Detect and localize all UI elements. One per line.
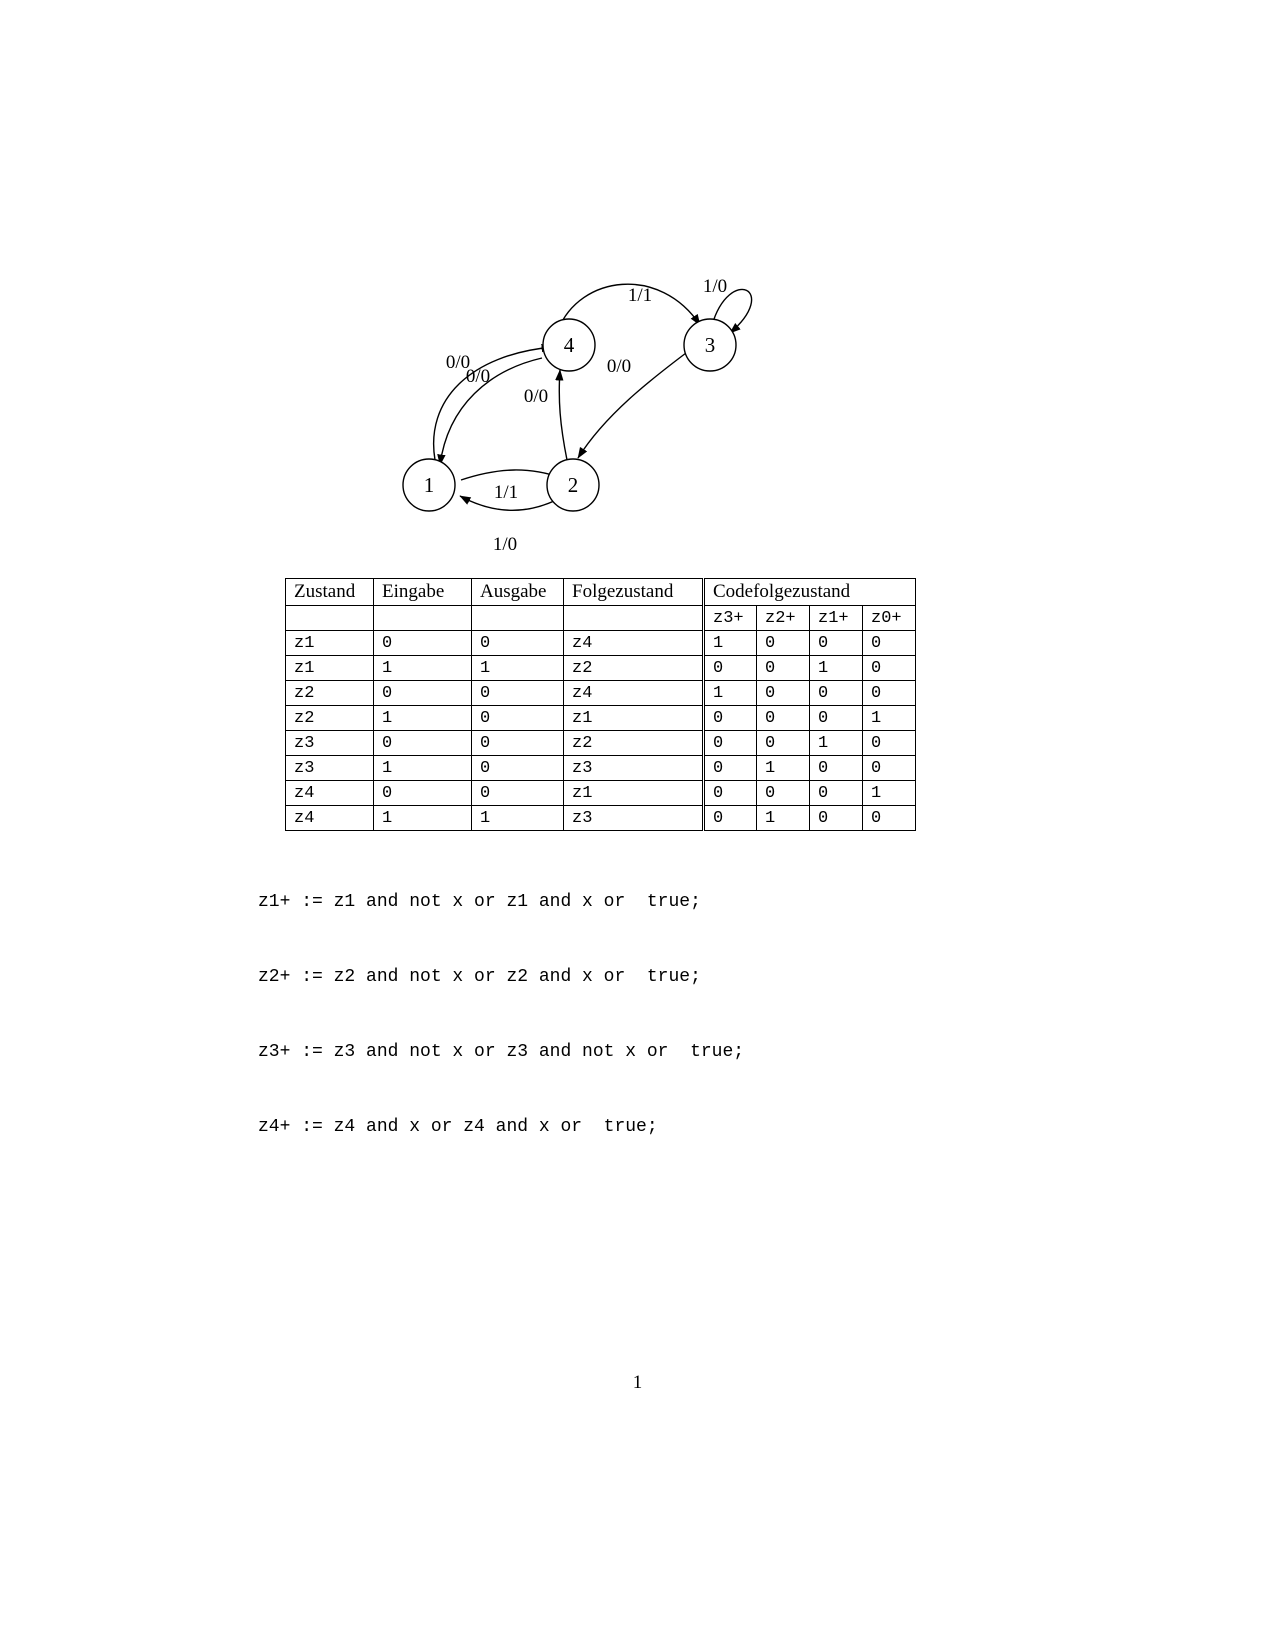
table-row — [286, 781, 916, 806]
node-label-3: 3 — [704, 333, 716, 357]
header-folgezustand: Folgezustand — [564, 579, 704, 606]
cell-z3plus: 0 — [704, 731, 757, 756]
cell-eingabe: 0 — [374, 631, 472, 656]
table-row — [286, 656, 916, 681]
edge-label-2-to-1: 1/0 — [492, 534, 518, 555]
cell-z1plus: 0 — [810, 756, 863, 781]
cell-eingabe: 0 — [374, 781, 472, 806]
cell-z3plus: 0 — [704, 806, 757, 831]
subheader-blank-1 — [286, 606, 374, 631]
edge-label-4-to-3: 1/1 — [627, 285, 653, 306]
cell-z2plus: 0 — [757, 656, 810, 681]
edge-label-4-to-1: 0/0 — [465, 366, 491, 387]
cell-z0plus: 0 — [863, 631, 916, 656]
cell-z2plus: 0 — [757, 731, 810, 756]
header-codefolgezustand: Codefolgezustand — [704, 579, 916, 606]
cell-zustand: z3 — [286, 756, 374, 781]
header-zustand: Zustand — [286, 579, 374, 606]
edge-label-4-to-2: 0/0 — [606, 356, 632, 377]
cell-z3plus: 0 — [704, 656, 757, 681]
table-row — [286, 806, 916, 831]
node-label-1: 1 — [423, 473, 435, 497]
cell-z0plus: 1 — [863, 706, 916, 731]
cell-z3plus: 0 — [704, 781, 757, 806]
cell-eingabe: 0 — [374, 681, 472, 706]
cell-ausgabe: 0 — [472, 781, 564, 806]
cell-ausgabe: 1 — [472, 806, 564, 831]
edge-1-to-2 — [461, 470, 562, 480]
subheader-z3plus: z3+ — [704, 606, 757, 631]
cell-eingabe: 1 — [374, 756, 472, 781]
cell-zustand: z3 — [286, 731, 374, 756]
cell-z2plus: 0 — [757, 781, 810, 806]
cell-folgezustand: z2 — [564, 731, 704, 756]
cell-folgezustand: z4 — [564, 681, 704, 706]
cell-zustand: z1 — [286, 656, 374, 681]
state-transition-diagram — [330, 230, 850, 560]
cell-z2plus: 0 — [757, 681, 810, 706]
cell-zustand: z4 — [286, 806, 374, 831]
cell-z2plus: 0 — [757, 631, 810, 656]
cell-z2plus: 1 — [757, 806, 810, 831]
edge-label-2-to-4: 0/0 — [523, 386, 549, 407]
cell-folgezustand: z1 — [564, 781, 704, 806]
cell-z3plus: 0 — [704, 706, 757, 731]
cell-folgezustand: z2 — [564, 656, 704, 681]
node-label-2: 2 — [567, 473, 579, 497]
cell-eingabe: 1 — [374, 706, 472, 731]
cell-ausgabe: 0 — [472, 631, 564, 656]
header-eingabe: Eingabe — [374, 579, 472, 606]
subheader-blank-4 — [564, 606, 704, 631]
edge-4-to-1 — [440, 358, 542, 465]
cell-ausgabe: 0 — [472, 681, 564, 706]
cell-z0plus: 0 — [863, 681, 916, 706]
equation-z3plus: z3+ := z3 and not x or z3 and not x or true; — [258, 1042, 745, 1062]
node-label-4: 4 — [563, 333, 575, 357]
cell-ausgabe: 1 — [472, 656, 564, 681]
cell-ausgabe: 0 — [472, 731, 564, 756]
cell-z0plus: 0 — [863, 806, 916, 831]
cell-z2plus: 0 — [757, 706, 810, 731]
cell-zustand: z1 — [286, 631, 374, 656]
cell-z3plus: 1 — [704, 681, 757, 706]
cell-z3plus: 1 — [704, 631, 757, 656]
table-header-row — [286, 579, 916, 606]
cell-eingabe: 1 — [374, 656, 472, 681]
table-row — [286, 731, 916, 756]
cell-z1plus: 0 — [810, 681, 863, 706]
state-table — [285, 578, 916, 831]
subheader-z2plus: z2+ — [757, 606, 810, 631]
cell-eingabe: 0 — [374, 731, 472, 756]
cell-z1plus: 0 — [810, 781, 863, 806]
edge-4-to-2 — [578, 350, 690, 458]
cell-z2plus: 1 — [757, 756, 810, 781]
cell-folgezustand: z3 — [564, 756, 704, 781]
cell-eingabe: 1 — [374, 806, 472, 831]
subheader-z0plus: z0+ — [863, 606, 916, 631]
cell-zustand: z4 — [286, 781, 374, 806]
edge-label-1-to-2: 1/1 — [493, 482, 519, 503]
edge-2-to-4 — [559, 370, 567, 460]
cell-z0plus: 0 — [863, 731, 916, 756]
table-row — [286, 706, 916, 731]
table-row — [286, 681, 916, 706]
cell-z1plus: 1 — [810, 656, 863, 681]
subheader-blank-2 — [374, 606, 472, 631]
table-row — [286, 756, 916, 781]
edge-label-3-self-loop: 1/0 — [702, 276, 728, 297]
equation-z4plus: z4+ := z4 and x or z4 and x or true; — [258, 1117, 658, 1137]
subheader-z1plus: z1+ — [810, 606, 863, 631]
header-ausgabe: Ausgabe — [472, 579, 564, 606]
cell-z1plus: 1 — [810, 731, 863, 756]
equation-z2plus: z2+ := z2 and not x or z2 and x or true; — [258, 967, 701, 987]
page-number: 1 — [632, 1372, 643, 1393]
cell-folgezustand: z4 — [564, 631, 704, 656]
cell-folgezustand: z1 — [564, 706, 704, 731]
table-row — [286, 631, 916, 656]
cell-zustand: z2 — [286, 706, 374, 731]
cell-ausgabe: 0 — [472, 706, 564, 731]
cell-z0plus: 0 — [863, 756, 916, 781]
edge-label-1-to-4: 0/0 — [445, 352, 471, 373]
cell-z0plus: 1 — [863, 781, 916, 806]
cell-folgezustand: z3 — [564, 806, 704, 831]
cell-z3plus: 0 — [704, 756, 757, 781]
table-subheader-row — [286, 606, 916, 631]
equation-z1plus: z1+ := z1 and not x or z1 and x or true; — [258, 892, 701, 912]
cell-ausgabe: 0 — [472, 756, 564, 781]
cell-z1plus: 0 — [810, 806, 863, 831]
cell-z1plus: 0 — [810, 706, 863, 731]
cell-z0plus: 0 — [863, 656, 916, 681]
cell-zustand: z2 — [286, 681, 374, 706]
boolean-equations — [258, 840, 744, 1165]
subheader-blank-3 — [472, 606, 564, 631]
cell-z1plus: 0 — [810, 631, 863, 656]
